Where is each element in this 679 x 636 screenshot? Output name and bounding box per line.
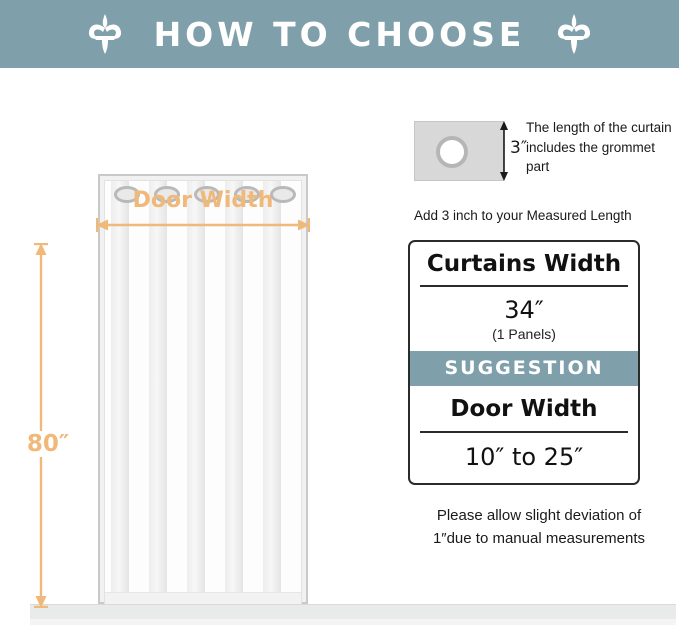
fleur-de-lis-icon <box>82 11 128 57</box>
door-width-label: Door Width <box>132 188 274 213</box>
grommet-note: The length of the curtain includes the grommet part <box>526 120 672 175</box>
door-height-label: 80″ <box>18 431 78 457</box>
suggestion-band: SUGGESTION <box>410 351 638 386</box>
curtains-width-value: 34″ <box>504 296 544 324</box>
door-height-arrow-icon <box>34 243 48 608</box>
panels-count: (1 Panels) <box>492 326 556 342</box>
curtain-illustration <box>0 68 400 636</box>
specs-panel <box>400 68 679 636</box>
spec-box <box>408 240 640 485</box>
disclaimer <box>408 505 670 550</box>
door-width-title: Door Width <box>450 396 598 422</box>
add-length-note: Add 3 inch to your Measured Length <box>414 208 632 223</box>
curtain-panel <box>104 180 302 608</box>
grommet-detail-swatch <box>414 121 504 181</box>
fleur-de-lis-icon <box>551 11 597 57</box>
disclaimer-line-1: Please allow slight deviation of <box>436 507 642 524</box>
curtains-width-title: Curtains Width <box>426 251 622 277</box>
door-width-range: 10″ to 25″ <box>464 443 584 471</box>
page-title: HOW TO CHOOSE <box>153 14 526 54</box>
door-width-arrow-icon <box>96 218 310 232</box>
page-header <box>0 0 679 68</box>
grommet-ring-icon <box>436 136 468 168</box>
disclaimer-line-2: 1″due to manual measurements <box>432 529 646 547</box>
grommet-measure-label: 3″ <box>510 138 528 158</box>
grommet-height-arrow-icon <box>498 121 510 181</box>
